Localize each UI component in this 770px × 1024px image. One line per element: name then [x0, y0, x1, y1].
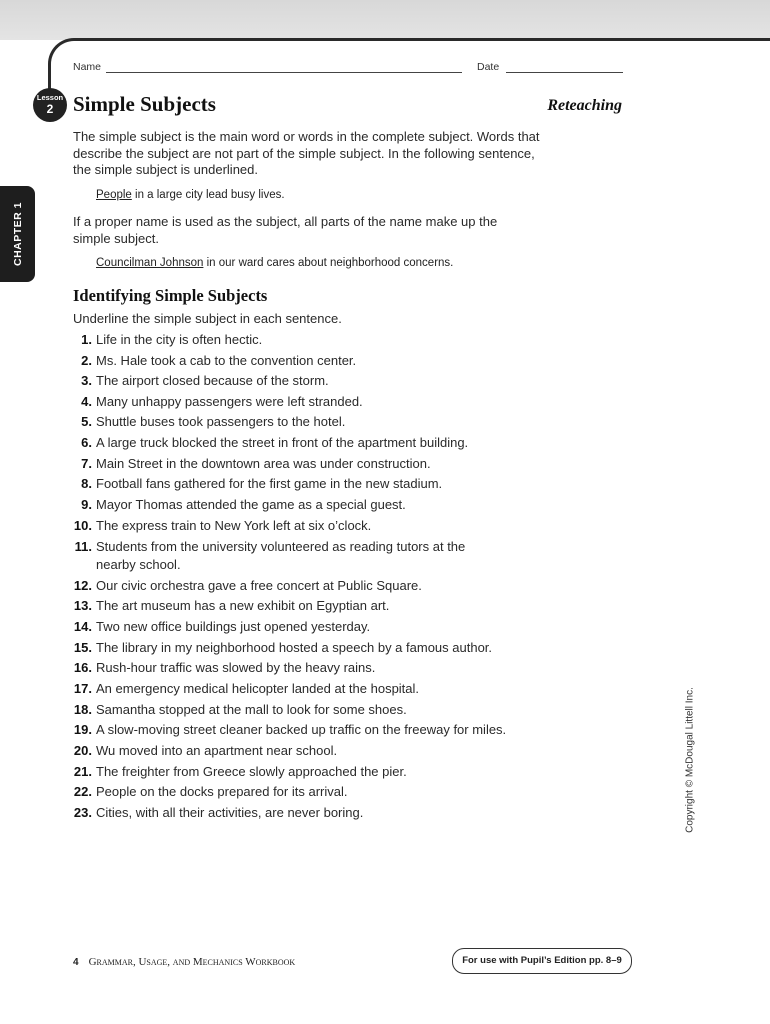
example-sentence-2 — [96, 257, 453, 269]
name-label: Name — [73, 61, 102, 73]
copyright-notice: Copyright © McDougal Littell Inc. — [684, 687, 696, 833]
item-sentence[interactable]: The airport closed because of the storm. — [96, 373, 329, 388]
exercise-item[interactable] — [64, 393, 584, 411]
item-sentence[interactable]: The express train to New York left at six o’clock. — [96, 518, 372, 533]
reteaching-tag: Reteaching — [547, 97, 622, 114]
example-2-subject: Councilman Johnson — [96, 257, 204, 269]
item-number: 11. — [74, 539, 92, 554]
exercise-item[interactable] — [64, 352, 584, 370]
example-sentence-1 — [96, 189, 285, 201]
item-sentence-line-1: Students from the university volunteered as reading tutors at the — [96, 539, 466, 554]
exercise-item[interactable] — [64, 639, 584, 657]
exercise-instruction: Underline the simple subject in each sentence. — [73, 311, 342, 326]
intro-p1-line-3: the simple subject is underlined. — [73, 162, 258, 177]
item-number: 12. — [73, 578, 92, 593]
page-number: 4 — [73, 957, 79, 968]
item-sentence[interactable]: Life in the city is often hectic. — [96, 332, 263, 347]
exercise-item[interactable] — [64, 538, 584, 573]
lesson-word: Lesson — [36, 93, 64, 102]
item-sentence[interactable]: Samantha stopped at the mall to look for some shoes. — [96, 702, 407, 717]
top-gray-band — [0, 0, 770, 40]
exercise-item[interactable] — [64, 659, 584, 677]
page-title: Simple Subjects — [73, 92, 216, 116]
item-sentence[interactable]: Two new office buildings just opened yesterday. — [96, 619, 371, 634]
item-number: 16. — [73, 660, 92, 675]
item-number: 18. — [73, 702, 92, 717]
item-sentence[interactable]: Our civic orchestra gave a free concert at Public Square. — [96, 578, 422, 593]
date-line — [506, 72, 623, 73]
item-sentence[interactable]: Main Street in the downtown area was under construction. — [96, 456, 431, 471]
item-number: 1. — [81, 332, 92, 347]
exercise-item[interactable] — [64, 413, 584, 431]
exercise-item[interactable] — [64, 496, 584, 514]
exercise-item[interactable] — [64, 721, 584, 739]
item-number: 10. — [73, 518, 92, 533]
item-sentence[interactable]: Mayor Thomas attended the game as a special guest. — [96, 497, 406, 512]
item-number: 20. — [73, 743, 92, 758]
exercise-item[interactable] — [64, 577, 584, 595]
item-sentence[interactable]: People on the docks prepared for its arrival. — [96, 784, 348, 799]
exercise-heading: Identifying Simple Subjects — [73, 286, 268, 305]
example-1-rest: in a large city lead busy lives. — [131, 189, 285, 201]
example-1-subject: People — [96, 189, 132, 201]
chapter-tab — [0, 186, 35, 282]
item-number: 21. — [73, 764, 92, 779]
item-sentence[interactable]: Many unhappy passengers were left stranded. — [96, 394, 363, 409]
example-2-rest: in our ward cares about neighborhood concerns. — [203, 257, 454, 269]
item-number: 17. — [73, 681, 92, 696]
exercise-item[interactable] — [64, 763, 584, 781]
exercise-item[interactable] — [64, 618, 584, 636]
name-date-row — [73, 61, 628, 77]
item-sentence[interactable]: The library in my neighborhood hosted a speech by a famous author. — [96, 640, 493, 655]
footer-book-line — [73, 956, 295, 968]
edition-reference: For use with Pupil’s Edition pp. 8–9 — [452, 948, 632, 974]
item-sentence[interactable]: An emergency medical helicopter landed at the hospital. — [96, 681, 420, 696]
item-sentence[interactable]: Football fans gathered for the first game in the new stadium. — [96, 476, 443, 491]
book-title: Grammar, Usage, and Mechanics Workbook — [88, 956, 296, 968]
intro-p2-line-1: If a proper name is used as the subject, all parts of the name make up the — [73, 214, 498, 229]
item-number: 6. — [81, 435, 92, 450]
item-number: 23. — [73, 805, 92, 820]
intro-p1-line-1: The simple subject is the main word or words in the complete subject. Words that — [73, 129, 540, 144]
item-sentence[interactable]: Shuttle buses took passengers to the hotel. — [96, 414, 346, 429]
exercise-item[interactable] — [64, 783, 584, 801]
item-sentence[interactable]: Cities, with all their activities, are never boring. — [96, 805, 364, 820]
item-sentence[interactable]: Wu moved into an apartment near school. — [96, 743, 338, 758]
exercise-item[interactable] — [64, 701, 584, 719]
item-number: 4. — [81, 394, 92, 409]
item-number: 15. — [73, 640, 92, 655]
exercise-item[interactable] — [64, 331, 584, 349]
item-number: 13. — [73, 598, 92, 613]
item-sentence[interactable]: A large truck blocked the street in front of the apartment building. — [96, 435, 469, 450]
item-sentence-line-2: nearby school. — [96, 556, 181, 572]
intro-paragraph-1 — [73, 129, 540, 179]
exercise-item[interactable] — [64, 455, 584, 473]
item-sentence[interactable]: The freighter from Greece slowly approached the pier. — [96, 764, 407, 779]
item-sentence[interactable]: Rush-hour traffic was slowed by the heavy rains. — [96, 660, 376, 675]
exercise-item[interactable] — [64, 680, 584, 698]
exercise-item[interactable] — [64, 597, 584, 615]
item-sentence[interactable] — [96, 538, 566, 573]
item-number: 9. — [81, 497, 92, 512]
exercise-item[interactable] — [64, 804, 584, 822]
lesson-badge — [33, 88, 67, 122]
intro-paragraph-2 — [73, 214, 497, 247]
exercise-item[interactable] — [64, 517, 584, 535]
item-sentence[interactable]: Ms. Hale took a cab to the convention center. — [96, 353, 357, 368]
exercise-item[interactable] — [64, 372, 584, 390]
item-number: 7. — [81, 456, 92, 471]
intro-p1-line-2: describe the subject are not part of the simple subject. In the following sentence, — [73, 145, 535, 161]
lesson-number: 2 — [46, 102, 54, 116]
item-number: 2. — [81, 353, 92, 368]
item-number: 5. — [81, 414, 92, 429]
chapter-tab-label: CHAPTER 1 — [11, 201, 24, 267]
exercise-item[interactable] — [64, 475, 584, 493]
item-number: 22. — [73, 784, 92, 799]
date-label: Date — [477, 61, 500, 73]
item-number: 14. — [73, 619, 92, 634]
item-number: 19. — [73, 722, 92, 737]
intro-p2-line-2: simple subject. — [73, 230, 159, 246]
exercise-item[interactable] — [64, 434, 584, 452]
name-line — [106, 72, 462, 73]
exercise-item[interactable] — [64, 742, 584, 760]
item-sentence[interactable]: The art museum has a new exhibit on Egyptian art. — [96, 598, 390, 613]
item-number: 8. — [81, 476, 92, 491]
item-sentence[interactable]: A slow-moving street cleaner backed up traffic on the freeway for miles. — [96, 722, 507, 737]
item-number: 3. — [81, 373, 92, 388]
